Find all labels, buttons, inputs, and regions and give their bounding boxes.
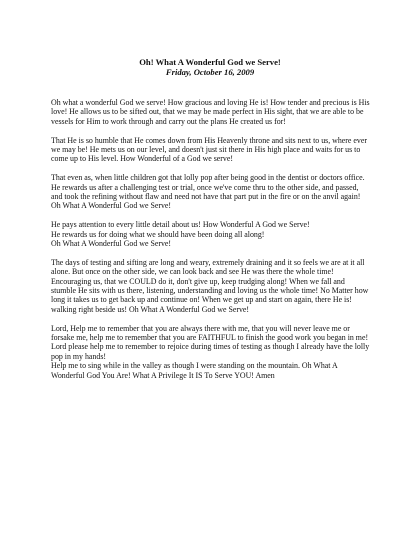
paragraph-4: He pays attention to every little detail about us! How Wonderful A God we Serve! He rewards us for doing what we should have been doing all along! Oh What A Wonderful God we Serve! [51, 220, 310, 249]
paragraph-5: The days of testing and sifting are long and weary, extremely draining and it so feels we are at it all alone. But once on the other side, we can look back and see He was there the whole time! Encouraging us, that we COULD do it, don't give up, keep trudging along! When we fall and stumble He sits with us there, listening, understanding and loving us the whole time! No Matter how long it takes us to get back up and continue on! When we get up and start on again, there He is! walking right beside us! Oh What A Wonderful God we Serve! [51, 257, 369, 314]
document-title: Oh! What A Wonderful God we Serve! [139, 57, 281, 67]
document-date: Friday, October 16, 2009 [165, 67, 255, 77]
paragraph-3: That even as, when little children got that lolly pop after being good in the dentist or doctors office. He rewards us after a challenging test or trial, once we've come thru to the other side, and passed, and took the refining without flaw and need not have that part put in the fire or on the anvil again! Oh What A Wonderful God we Serve! [51, 173, 365, 211]
paragraph-2: That He is so humble that He comes down from His Heavenly throne and sits next to us, where ever we may be! He mets us on our level, and doesn't just sit there in His high place and waits for us to come up to His level. How Wonderful of a God we serve! [51, 135, 367, 164]
document-header [0, 57, 420, 77]
paragraph-1: Oh what a wonderful God we serve! How gracious and loving He is! How tender and precious is His love! He allows us to be sifted out, that we may be made perfect in His sight, that we are able to be vessels for Him to work through and carry out the plans He created us for! [51, 98, 370, 126]
document-body [51, 98, 371, 390]
paragraph-6: Lord, Help me to remember that you are always there with me, that you will never leave me or forsake me, help me to remember that you are FAITHFUL to finish the good work you began in me! Lord please help me to remember to rejoice during times of testing as though I already have the lolly pop in my hands! Help me to sing while in the valley as though I were standing on the mountain. Oh What A Wonderful God You Are! What A Privilege It IS To Serve YOU! Amen [51, 323, 370, 380]
